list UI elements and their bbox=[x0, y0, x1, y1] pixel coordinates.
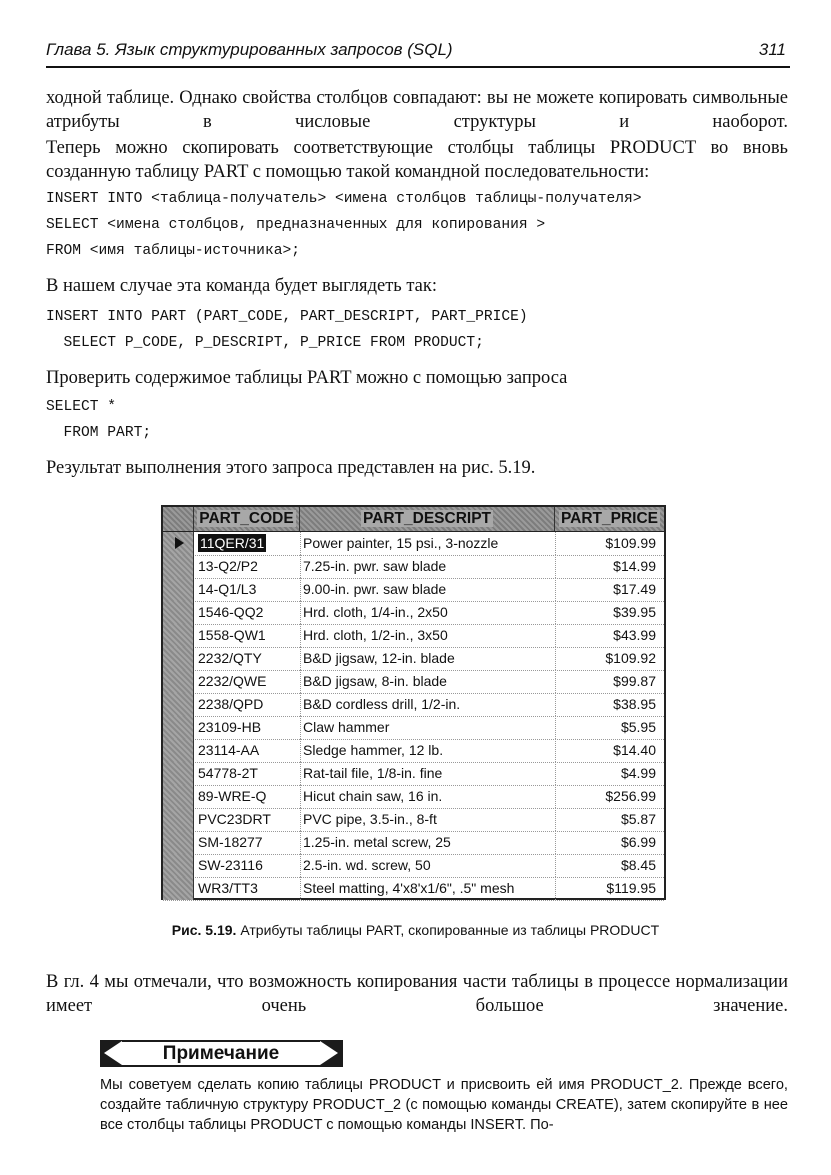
cell-part-descript[interactable]: B&D jigsaw, 8-in. blade bbox=[300, 670, 553, 693]
cell-part-code[interactable]: 1558-QW1 bbox=[198, 627, 266, 643]
table-row[interactable] bbox=[163, 624, 664, 648]
chapter-title: Глава 5. Язык структурированных запросов (SQL) bbox=[46, 40, 453, 59]
cell-part-descript[interactable]: Sledge hammer, 12 lb. bbox=[300, 739, 553, 762]
cell-part-descript[interactable]: Hrd. cloth, 1/4-in., 2x50 bbox=[300, 601, 553, 624]
cell-part-code[interactable]: 89-WRE-Q bbox=[198, 788, 267, 804]
note-right-arrow-icon bbox=[320, 1041, 338, 1065]
table-row[interactable] bbox=[163, 808, 664, 832]
cell-part-code[interactable]: 2238/QPD bbox=[198, 696, 264, 712]
cell-part-code[interactable]: SW-23116 bbox=[198, 857, 263, 873]
table-row[interactable] bbox=[163, 831, 664, 855]
cell-part-price[interactable]: $14.40 bbox=[555, 739, 660, 762]
cell-part-price[interactable]: $5.95 bbox=[555, 716, 660, 739]
cell-part-descript[interactable]: Steel matting, 4'x8'x1/6", .5" mesh bbox=[300, 877, 553, 900]
cell-part-code[interactable]: 13-Q2/P2 bbox=[198, 558, 258, 574]
row-selector[interactable] bbox=[163, 762, 194, 785]
row-selector[interactable] bbox=[163, 647, 194, 670]
paragraph-6 bbox=[46, 970, 788, 1018]
row-selector[interactable] bbox=[163, 854, 194, 877]
cell-part-price[interactable]: $14.99 bbox=[555, 555, 660, 578]
code-line-3: FROM <имя таблицы-источника>; bbox=[46, 243, 300, 259]
cell-part-price[interactable]: $43.99 bbox=[555, 624, 660, 647]
cell-part-price[interactable]: $99.87 bbox=[555, 670, 660, 693]
paragraph-3: В нашем случае эта команда будет выглядеть так: bbox=[46, 276, 437, 296]
table-row[interactable] bbox=[163, 532, 664, 556]
header-part-price[interactable]: PART_PRICE bbox=[555, 507, 664, 531]
row-selector[interactable] bbox=[163, 601, 194, 624]
cell-part-descript[interactable]: 7.25-in. pwr. saw blade bbox=[300, 555, 553, 578]
code-line-5: SELECT P_CODE, P_DESCRIPT, P_PRICE FROM PRODUCT; bbox=[46, 335, 484, 351]
row-selector[interactable] bbox=[163, 831, 194, 854]
cell-part-price[interactable]: $256.99 bbox=[555, 785, 660, 808]
cell-part-price[interactable]: $38.95 bbox=[555, 693, 660, 716]
page-number: 311 bbox=[758, 40, 786, 59]
row-selector[interactable] bbox=[163, 578, 194, 601]
paragraph-5: Результат выполнения этого запроса представлен на рис. 5.19. bbox=[46, 458, 536, 478]
cell-part-descript[interactable]: Rat-tail file, 1/8-in. fine bbox=[300, 762, 553, 785]
row-selector[interactable] bbox=[163, 739, 194, 762]
table-row[interactable] bbox=[163, 555, 664, 579]
cell-part-price[interactable]: $17.49 bbox=[555, 578, 660, 601]
cell-part-descript[interactable]: Hrd. cloth, 1/2-in., 3x50 bbox=[300, 624, 553, 647]
cell-part-price[interactable]: $4.99 bbox=[555, 762, 660, 785]
table-row[interactable] bbox=[163, 670, 664, 694]
cell-part-code[interactable]: 11QER/31 bbox=[200, 535, 265, 551]
caption-text: Атрибуты таблицы PART, скопированные из таблицы PRODUCT bbox=[240, 922, 660, 938]
cell-part-price[interactable]: $6.99 bbox=[555, 831, 660, 854]
cell-part-code[interactable]: PVC23DRT bbox=[198, 811, 271, 827]
cell-part-descript[interactable]: PVC pipe, 3.5-in., 8-ft bbox=[300, 808, 553, 831]
row-selector[interactable] bbox=[163, 808, 194, 831]
figure-caption bbox=[0, 922, 831, 938]
page-header bbox=[46, 40, 790, 68]
row-selector[interactable] bbox=[163, 785, 194, 808]
cell-part-price[interactable]: $8.45 bbox=[555, 854, 660, 877]
cell-part-descript[interactable]: B&D cordless drill, 1/2-in. bbox=[300, 693, 553, 716]
note-text: Мы советуем сделать копию таблицы PRODUCT и присвоить ей имя PRODUCT_2. Прежде всего, создайте табличную структуру PRODUCT_2 (с помощью команды CREATE), затем скопируйте в нее все столбцы таблицы PRODUCT с помощью команды INSERT. По- bbox=[100, 1077, 788, 1133]
table-row[interactable] bbox=[163, 578, 664, 602]
note-left-arrow-icon bbox=[104, 1041, 122, 1065]
row-selector[interactable] bbox=[163, 877, 194, 900]
table-header bbox=[163, 507, 664, 532]
table-row[interactable] bbox=[163, 762, 664, 786]
cell-part-code[interactable]: 2232/QWE bbox=[198, 673, 267, 689]
cell-part-descript[interactable]: 1.25-in. metal screw, 25 bbox=[300, 831, 553, 854]
cell-part-code[interactable]: 2232/QTY bbox=[198, 650, 262, 666]
row-selector[interactable] bbox=[163, 555, 194, 578]
row-selector[interactable] bbox=[163, 693, 194, 716]
cell-part-descript[interactable]: B&D jigsaw, 12-in. blade bbox=[300, 647, 553, 670]
code-line-4: INSERT INTO PART (PART_CODE, PART_DESCRIPT, PART_PRICE) bbox=[46, 309, 528, 325]
paragraph-1: ходной таблице. Однако свойства столбцов совпадают: вы не можете копировать символьные атрибуты в числовые структуры и наоборот. bbox=[46, 88, 788, 132]
table-row[interactable] bbox=[163, 693, 664, 717]
paragraph-4: Проверить содержимое таблицы PART можно с помощью запроса bbox=[46, 368, 568, 388]
cell-part-price[interactable]: $109.99 bbox=[555, 532, 660, 555]
cell-part-code[interactable]: 1546-QQ2 bbox=[198, 604, 264, 620]
cell-part-descript[interactable]: Power painter, 15 psi., 3-nozzle bbox=[300, 532, 553, 555]
cell-part-descript[interactable]: Hicut chain saw, 16 in. bbox=[300, 785, 553, 808]
cell-part-descript[interactable]: 9.00-in. pwr. saw blade bbox=[300, 578, 553, 601]
table-row[interactable] bbox=[163, 739, 664, 763]
cell-part-code[interactable]: 54778-2T bbox=[198, 765, 258, 781]
table-row[interactable] bbox=[163, 785, 664, 809]
table-row[interactable] bbox=[163, 854, 664, 878]
cell-part-descript[interactable]: 2.5-in. wd. screw, 50 bbox=[300, 854, 553, 877]
cell-part-code[interactable]: WR3/TT3 bbox=[198, 880, 258, 896]
code-line-6: SELECT * bbox=[46, 399, 117, 415]
row-selector[interactable] bbox=[163, 532, 194, 555]
row-selector[interactable] bbox=[163, 624, 194, 647]
caption-label: Рис. 5.19. bbox=[171, 922, 237, 938]
cell-part-price[interactable]: $39.95 bbox=[555, 601, 660, 624]
row-selector[interactable] bbox=[163, 716, 194, 739]
paragraph-6-text: В гл. 4 мы отмечали, что возможность копирования части таблицы в процессе нормализации имеет очень большое значение. bbox=[46, 972, 788, 1016]
table-row[interactable] bbox=[163, 877, 664, 901]
cell-part-price[interactable]: $5.87 bbox=[555, 808, 660, 831]
paragraph-2: Теперь можно скопировать соответствующие столбцы таблицы PRODUCT во вновь созданную таблицу PART с помощью такой командной последовательности: bbox=[46, 138, 788, 182]
cell-part-price[interactable]: $119.95 bbox=[555, 877, 660, 900]
header-part-code[interactable]: PART_CODE bbox=[194, 507, 300, 531]
cell-part-descript[interactable]: Claw hammer bbox=[300, 716, 553, 739]
code-line-1: INSERT INTO <таблица-получатель> <имена столбцов таблицы-получателя> bbox=[46, 191, 642, 207]
part-table bbox=[161, 505, 666, 900]
code-line-7: FROM PART; bbox=[46, 425, 152, 441]
cell-part-code[interactable]: 14-Q1/L3 bbox=[198, 581, 257, 597]
cell-part-code[interactable]: 23114-AA bbox=[198, 742, 260, 758]
cell-part-price[interactable]: $109.92 bbox=[555, 647, 660, 670]
code-line-2: SELECT <имена столбцов, предназначенных для копирования > bbox=[46, 217, 546, 233]
table-row[interactable] bbox=[163, 716, 664, 740]
header-selector bbox=[163, 507, 194, 531]
current-row-arrow-icon bbox=[175, 537, 184, 549]
table-row[interactable] bbox=[163, 601, 664, 625]
cell-part-code[interactable]: SM-18277 bbox=[198, 834, 263, 850]
table-row[interactable] bbox=[163, 647, 664, 671]
note-title: Примечание bbox=[122, 1042, 320, 1065]
header-part-descript[interactable]: PART_DESCRIPT bbox=[300, 507, 555, 531]
cell-part-code[interactable]: 23109-HB bbox=[198, 719, 262, 735]
row-selector[interactable] bbox=[163, 670, 194, 693]
